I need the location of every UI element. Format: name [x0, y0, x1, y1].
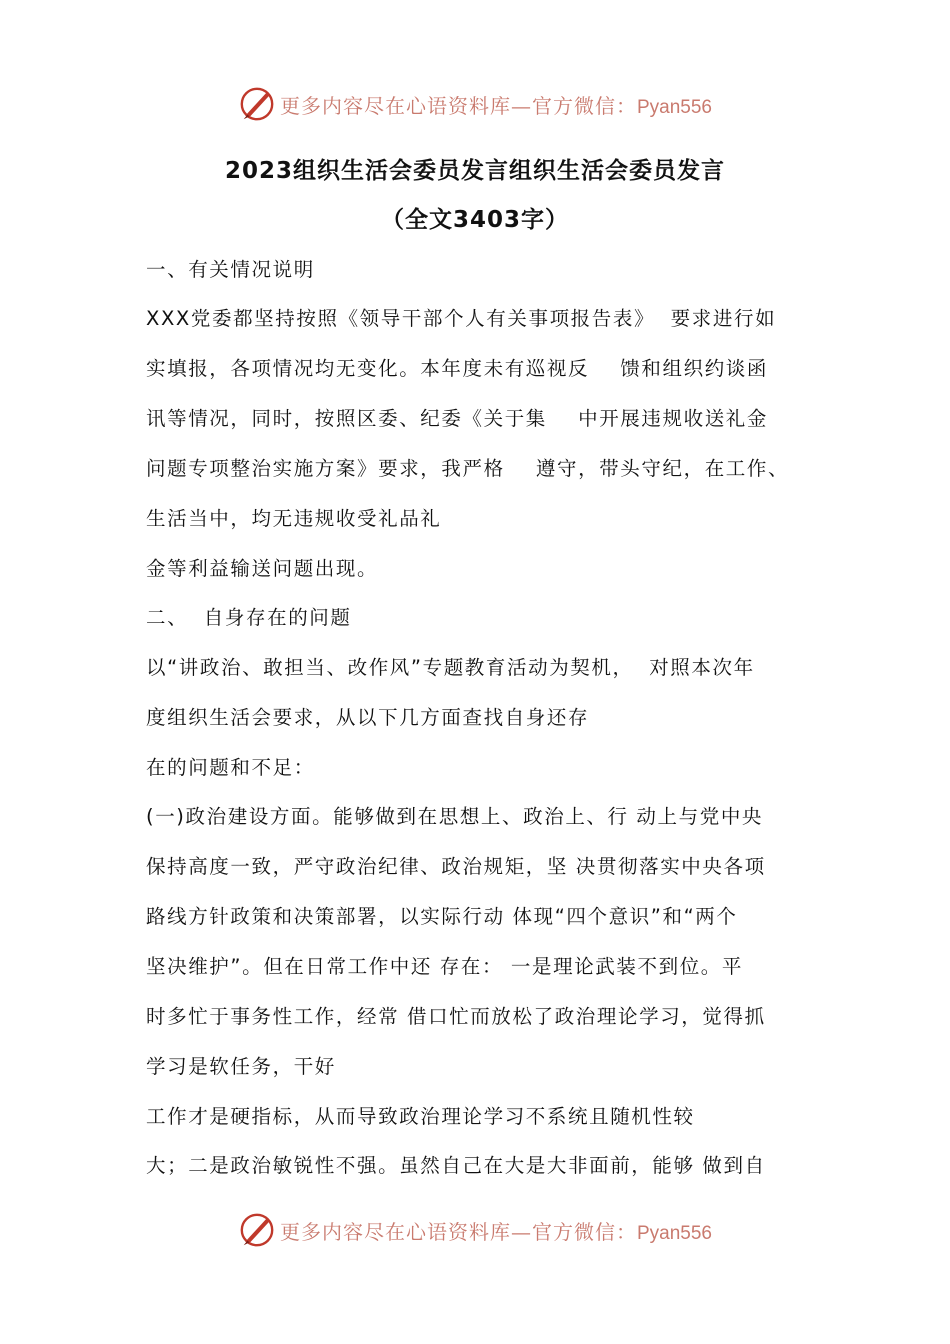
- document-subtitle: （全文3403字）: [380, 207, 569, 233]
- text-line: 大；二是政治敏锐性不强。虽然自己在大是大非面前，能够 做到自: [146, 1154, 766, 1177]
- text-line: XXX党委都坚持按照《领导干部个人有关事项报告表》 要求进行如: [146, 307, 777, 330]
- text-line: 学习是软任务，干好: [146, 1055, 336, 1078]
- text-line: 实填报，各项情况均无变化。本年度未有巡视反 馈和组织约谈函: [146, 357, 768, 380]
- watermark-text: 更多内容尽在心语资料库—官方微信：Pyan556: [279, 1219, 712, 1244]
- text-line: 问题专项整治实施方案》要求，我严格 遵守，带头守纪，在工作、: [146, 457, 790, 480]
- text-line: 金等利益输送问题出现。: [146, 557, 379, 580]
- text-line: 路线方针政策和决策部署，以实际行动 体现“四个意识”和“两个: [146, 905, 738, 928]
- text-line: 一、有关情况说明: [146, 258, 315, 281]
- text-line: 度组织生活会要求，从以下几方面查找自身还存: [146, 706, 590, 729]
- text-line: 时多忙于事务性工作，经常 借口忙而放松了政治理论学习，觉得抓: [146, 1005, 766, 1028]
- text-line: 二、 自身存在的问题: [146, 606, 352, 629]
- text-line: 保持高度一致，严守政治纪律、政治规矩，坚 决贯彻落实中央各项: [146, 855, 766, 878]
- text-line: (一)政治建设方面。能够做到在思想上、政治上、行 动上与党中央: [146, 805, 764, 828]
- watermark-footer: [0, 1208, 950, 1252]
- watermark-header: [0, 82, 950, 126]
- document-title: 2023组织生活会委员发言组织生活会委员发言: [224, 158, 725, 184]
- watermark-text: 更多内容尽在心语资料库—官方微信：Pyan556: [279, 93, 712, 118]
- text-line: 坚决维护”。但在日常工作中还 存在： 一是理论武装不到位。平: [146, 955, 743, 978]
- text-line: 在的问题和不足：: [146, 756, 315, 779]
- text-line: 工作才是硬指标，从而导致政治理论学习不系统且随机性较: [146, 1105, 695, 1128]
- pen-logo-icon: [238, 1211, 276, 1249]
- text-line: 讯等情况，同时，按照区委、纪委《关于集 中开展违规收送礼金: [146, 407, 768, 430]
- pen-logo-icon: [238, 85, 276, 123]
- text-line: 生活当中，均无违规收受礼品礼: [146, 507, 442, 530]
- text-line: 以“讲政治、敢担当、改作风”专题教育活动为契机， 对照本次年: [146, 656, 755, 679]
